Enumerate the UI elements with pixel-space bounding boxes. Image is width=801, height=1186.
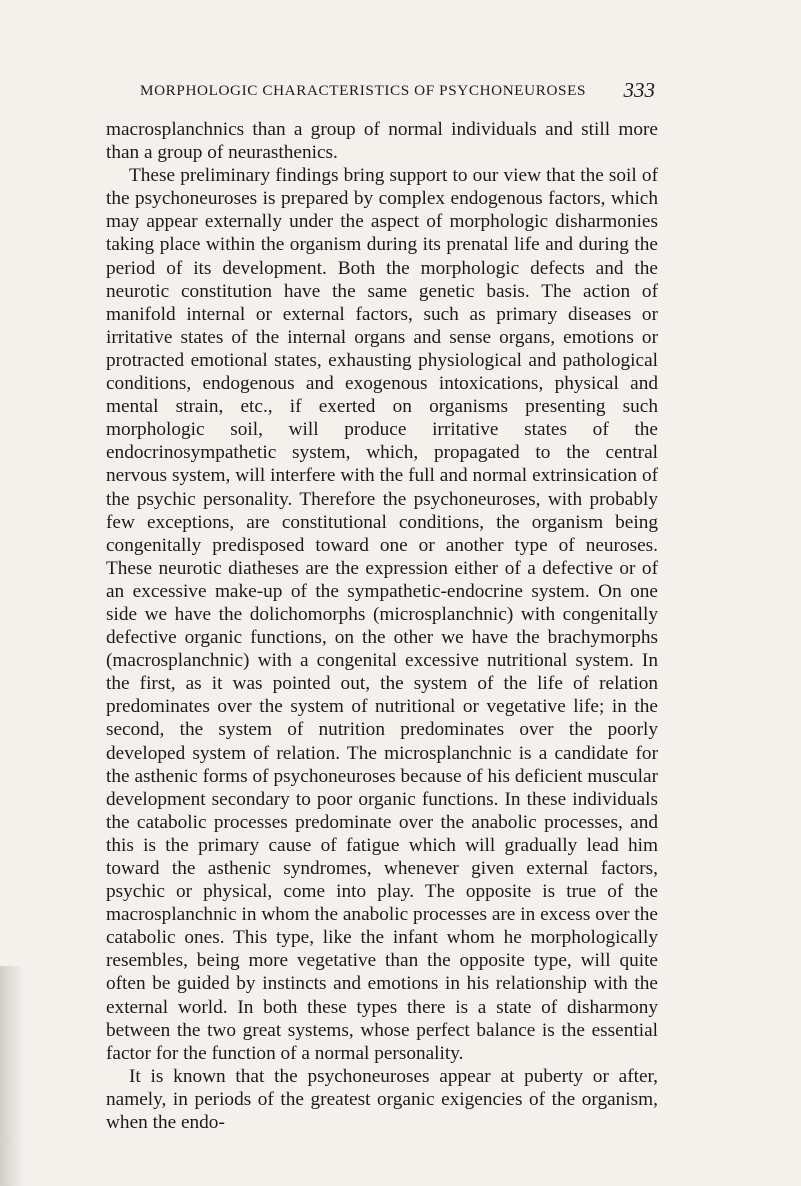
paragraph: It is known that the psychoneuroses appear at puberty or after, namely, in periods of the greatest organic exigencies of the organism, when the endo- bbox=[106, 1065, 658, 1134]
body-text bbox=[106, 118, 658, 1134]
paragraph: These preliminary findings bring support to our view that the soil of the psychoneuroses is prepared by complex endogenous factors, which may appear externally under the aspect of morphologic disharmonies taking place within the organism during its prenatal life and during the period of its development. Both the morphologic defects and the neurotic constitution have the same genetic basis. The action of manifold internal or external factors, such as primary diseases or irritative states of the internal organs and sense organs, emotions or protracted emotional states, exhausting physiological and pathological conditions, endogenous and exogenous intoxications, physical and mental strain, etc., if exerted on organisms presenting such morphologic soil, will produce irritative states of the endocrinosympathetic system, which, propagated to the central nervous system, will interfere with the full and normal extrinsication of the psychic personality. Therefore the psychoneuroses, with probably few exceptions, are constitutional conditions, the organism being congenitally predisposed toward one or another type of neuroses. These neurotic diatheses are the expression either of a defective or of an excessive make-up of the sympathetic-endocrine system. On one side we have the dolichomorphs (microsplanchnic) with congenitally defective organic functions, on the other we have the brachymorphs (macrosplanchnic) with a congenital excessive nutritional system. In the first, as it was pointed out, the system of the life of relation predominates over the system of nutritional or vegetative life; in the second, the system of nutrition predominates over the poorly developed system of relation. The microsplanchnic is a candidate for the asthenic forms of psychoneuroses because of his deficient muscular development secondary to poor organic functions. In these individuals the catabolic processes predominate over the anabolic processes, and this is the primary cause of fatigue which will gradually lead him toward the asthenic syndromes, whenever given external factors, psychic or physical, come into play. The opposite is true of the macrosplanchnic in whom the anabolic processes are in excess over the catabolic ones. This type, like the infant whom he morphologically resembles, being more vegetative than the opposite type, will quite often be guided by instincts and emotions in his relationship with the external world. In both these types there is a state of disharmony between the two great systems, whose perfect balance is the essential factor for the function of a normal personality. bbox=[106, 165, 658, 1064]
paragraph-continued: macrosplanchnics than a group of normal individuals and still more than a group of neurasthenics. bbox=[106, 119, 658, 164]
running-head bbox=[140, 80, 655, 108]
running-title: MORPHOLOGIC CHARACTERISTICS OF PSYCHONEUROSES bbox=[140, 82, 586, 99]
scan-edge-shadow bbox=[0, 966, 24, 1186]
page-number: 333 bbox=[623, 78, 655, 102]
